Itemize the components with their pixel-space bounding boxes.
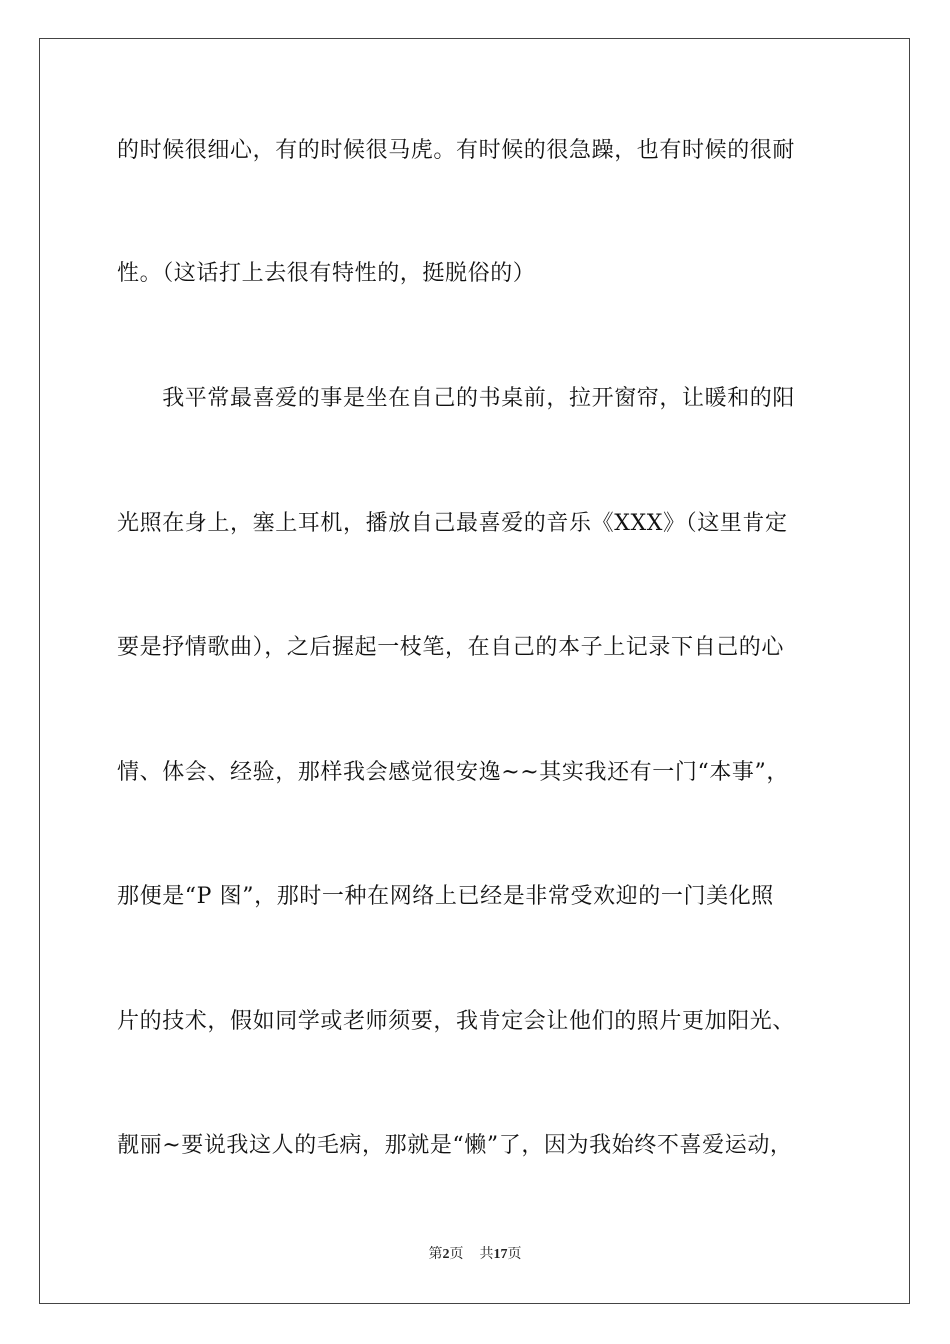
text-line-9: 靓丽~要说我这人的毛病，那就是“懒”了，因为我始终不喜爱运动，: [117, 1133, 793, 1158]
text-line-5: 要是抒情歌曲），之后握起一枝笔，在自己的本子上记录下自己的心: [117, 635, 785, 660]
text-line-8: 片的技术，假如同学或老师须要，我肯定会让他们的照片更加阳光、: [117, 1009, 796, 1034]
text-line-7: 那便是“P 图”，那时一种在网络上已经是非常受欢迎的一门美化照: [117, 884, 774, 909]
total-prefix: 共: [479, 1246, 494, 1262]
current-page-number: 2: [442, 1247, 450, 1262]
total-suffix: 页: [507, 1246, 522, 1262]
text-line-1: 的时候很细心，有的时候很马虎。有时候的很急躁，也有时候的很耐: [117, 138, 796, 163]
page-suffix: 页: [449, 1246, 464, 1262]
text-line-2: 性。（这话打上去很有特性的，挺脱俗的）: [117, 261, 536, 286]
text-line-6: 情、体会、经验，那样我会感觉很安逸~~其实我还有一门“本事”，: [117, 760, 789, 785]
text-line-4: 光照在身上，塞上耳机，播放自己最喜爱的音乐《XXX》（这里肯定: [117, 511, 788, 536]
page-footer: [0, 1244, 950, 1265]
page-border: [39, 38, 910, 1304]
page-prefix: 第: [428, 1246, 443, 1262]
total-page-count: 17: [493, 1247, 508, 1262]
text-line-3: 我平常最喜爱的事是坐在自己的书桌前，拉开窗帘，让暖和的阳: [117, 386, 796, 411]
